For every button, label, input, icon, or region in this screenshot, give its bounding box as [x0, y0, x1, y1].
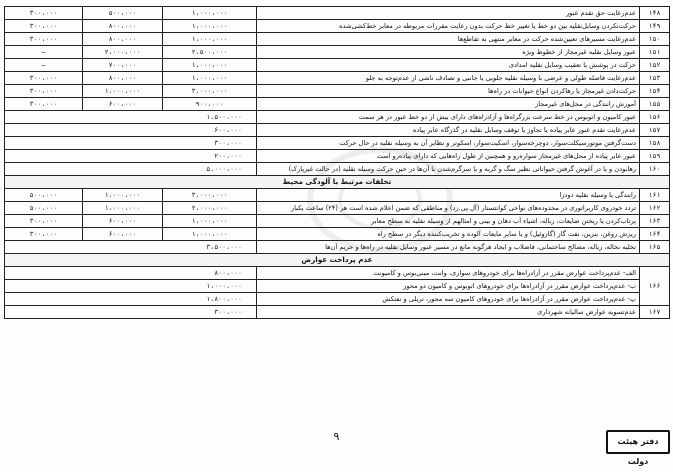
fine-amount: ۱،۰۰۰،۰۰۰	[5, 280, 257, 293]
fine-amount-1: ۳،۰۰۰،۰۰۰	[163, 189, 257, 202]
row-number: ۱۶۵	[640, 241, 670, 254]
fine-amount: ۳۰۰،۰۰۰	[5, 137, 257, 150]
fine-amount-1: ۱،۰۰۰،۰۰۰	[163, 72, 257, 85]
fine-amount-3: ۳۰۰،۰۰۰	[5, 215, 83, 228]
fines-table-body	[5, 7, 670, 319]
fine-amount-1: ۹۰۰،۰۰۰	[163, 98, 257, 111]
fine-amount-3: ۳۰۰،۰۰۰	[5, 72, 83, 85]
fine-amount-2: ۲،۰۰۰،۰۰۰	[83, 46, 163, 59]
fine-amount-3: ۳۰۰،۰۰۰	[5, 33, 83, 46]
violation-row	[5, 293, 670, 306]
fine-amount-1: ۱،۰۰۰،۰۰۰	[163, 59, 257, 72]
fine-amount-2: ۶۰۰،۰۰۰	[83, 215, 163, 228]
row-number: ۱۴۹	[640, 20, 670, 33]
fine-amount-2: ۱،۰۰۰،۰۰۰	[83, 202, 163, 215]
row-number: ۱۶۲	[640, 202, 670, 215]
row-number: ۱۵۶	[640, 111, 670, 124]
row-number: ۱۵۳	[640, 72, 670, 85]
fine-amount-3: —	[5, 59, 83, 72]
fine-amount: ۳۰۰،۰۰۰	[5, 306, 257, 319]
fine-amount: ۱،۸۰۰،۰۰۰	[5, 293, 257, 306]
fine-amount-2: ۶۰۰،۰۰۰	[83, 228, 163, 241]
fine-amount-2: ۱،۰۰۰،۰۰۰	[83, 85, 163, 98]
violation-row	[5, 72, 670, 85]
fine-amount-3: ۳۰۰،۰۰۰	[5, 20, 83, 33]
fine-amount-1: ۱،۰۰۰،۰۰۰	[163, 20, 257, 33]
fine-amount: ۵،۰۰۰،۰۰۰	[5, 163, 257, 176]
fine-amount-2: ۷۰۰،۰۰۰	[83, 59, 163, 72]
violation-row	[5, 7, 670, 20]
violation-row	[5, 150, 670, 163]
row-number: ۱۶۶	[640, 267, 670, 306]
fine-amount-2: ۸۰۰،۰۰۰	[83, 20, 163, 33]
violation-description: رانندگی با وسیله نقلیه دودزا	[257, 189, 640, 202]
violation-description: ب- عدم‌پرداخت عوارض مقرر در آزادراه‌ها برای خودروهای اتوبوس و کامیون دو محور	[257, 280, 640, 293]
fine-amount: ۶۰۰،۰۰۰	[5, 124, 257, 137]
fine-amount: ۸۰۰،۰۰۰	[5, 267, 257, 280]
fine-amount-3: ۳۰۰،۰۰۰	[5, 7, 83, 20]
violation-row	[5, 111, 670, 124]
violation-description: عدم‌رعایت فاصله طولی و عرضی با وسیله نقلیه جلویی یا جانبی و تصادف ناشی از عدم‌توجه به جلو	[257, 72, 640, 85]
fine-amount-3: ۵۰۰،۰۰۰	[5, 202, 83, 215]
violation-description: تردد خودروی کاربراتوری در محدوده‌های نواحی کوانتستار (آل.پی.زد) و مناطقی که ضمن اعلام شده است هر (۲۴) ساعت یکبار	[257, 202, 640, 215]
violation-description: حرکت در پوشش یا تعقیب وسایل نقلیه امدادی	[257, 59, 640, 72]
section-header-row	[5, 254, 670, 267]
violation-description: عبور کامیون و اتوبوس در خط سرعت بزرگراه‌ها و آزادراه‌های دارای بیش از دو خط عبور در هر سمت	[257, 111, 640, 124]
row-number: ۱۶۷	[640, 306, 670, 319]
fine-amount-1: ۱،۰۰۰،۰۰۰	[163, 228, 257, 241]
violation-row	[5, 163, 670, 176]
page-number: ۹	[333, 430, 340, 443]
violation-row	[5, 33, 670, 46]
fine-amount: ۱،۵۰۰،۰۰۰	[5, 111, 257, 124]
office-stamp: دفتر هیئت دولت	[606, 430, 670, 454]
violation-row	[5, 241, 670, 254]
row-number: ۱۶۴	[640, 228, 670, 241]
row-number: ۱۶۱	[640, 189, 670, 202]
row-number: ۱۵۷	[640, 124, 670, 137]
fine-amount-1: ۱،۰۰۰،۰۰۰	[163, 33, 257, 46]
fine-amount-3: ۳۰۰،۰۰۰	[5, 228, 83, 241]
fine-amount-1: ۲،۰۰۰،۰۰۰	[163, 202, 257, 215]
violation-description: عبور وسایل نقلیه غیرمجاز از خطوط ویژه	[257, 46, 640, 59]
row-number: ۱۵۴	[640, 85, 670, 98]
row-number: ۱۵۵	[640, 98, 670, 111]
violation-description: رهابودن و یا در آغوش گرفتن حیواناتی نظیر سگ و گربه و یا سرگرم‌شدن با آن‌ها در حین حرکت وسیله نقلیه (در حالت غیرپارک)	[257, 163, 640, 176]
fine-amount: ۳،۵۰۰،۰۰۰	[5, 241, 257, 254]
violation-row	[5, 46, 670, 59]
row-number: ۱۵۹	[640, 150, 670, 163]
violation-description: ریزش روغن، بنزین، نفت گاز (گازوئیل) و یا سایر مایعات آلوده و تخریب‌کننده دیگر در سطح راه	[257, 228, 640, 241]
violation-row	[5, 215, 670, 228]
violation-description: عدم‌رعایت تقدم عبور عابر پیاده یا تجاوز یا توقف وسایل نقلیه در گذرگاه عابر پیاده	[257, 124, 640, 137]
violation-row	[5, 59, 670, 72]
violation-description: دست‌گرفتن موتورسیکلت‌سوار، دوچرخه‌سوار، اسکیت‌سوار، اسکوتر و نظایر آن به وسیله نقلیه در حال حرکت	[257, 137, 640, 150]
fine-amount-2: ۵۰۰،۰۰۰	[83, 7, 163, 20]
fines-table	[4, 6, 670, 319]
section-header-row	[5, 176, 670, 189]
violation-description: حرکت‌نکردن وسایل‌نقلیه بین دو خط یا تغییر خط حرکت بدون رعایت مقررات مربوطه در معابر خط‌کشی‌شده	[257, 20, 640, 33]
violation-row	[5, 189, 670, 202]
fine-amount-1: ۱،۰۰۰،۰۰۰	[163, 7, 257, 20]
row-number: ۱۵۸	[640, 137, 670, 150]
violation-row	[5, 85, 670, 98]
violation-description: تخلیه نخاله، زباله، مصالح ساختمانی، فاضلاب و ایجاد هرگونه مانع در مسیر عبور وسایل نقلیه در راه‌ها و حریم آن‌ها	[257, 241, 640, 254]
fine-amount-3: —	[5, 46, 83, 59]
violation-row	[5, 280, 670, 293]
violation-description: الف- عدم‌پرداخت عوارض مقرر در آزادراه‌ها برای خودروهای سواری، وانت، مینی‌بوس و کامیونت	[257, 267, 640, 280]
violation-row	[5, 202, 670, 215]
violation-row	[5, 20, 670, 33]
row-number: ۱۵۱	[640, 46, 670, 59]
fine-amount-1: ۱،۰۰۰،۰۰۰	[163, 215, 257, 228]
fine-amount-3: ۳۰۰،۰۰۰	[5, 85, 83, 98]
fine-amount-1: ۲،۵۰۰،۰۰۰	[163, 46, 257, 59]
row-number: ۱۵۰	[640, 33, 670, 46]
fine-amount: ۲۰۰،۰۰۰	[5, 150, 257, 163]
violation-description: حرکت‌دادن غیرمجاز یا رهاکردن انواع حیوانات در راه‌ها	[257, 85, 640, 98]
section-title: تخلفات مرتبط با آلودگی محیط	[5, 176, 670, 189]
row-number: ۱۴۸	[640, 7, 670, 20]
violation-row	[5, 98, 670, 111]
violation-description: عدم‌تسویه عوارض سالیانه شهرداری	[257, 306, 640, 319]
section-title: عدم پرداخت عوارض	[5, 254, 670, 267]
violation-row	[5, 228, 670, 241]
fine-amount-2: ۱،۰۰۰،۰۰۰	[83, 189, 163, 202]
violation-row	[5, 267, 670, 280]
violation-description: عدم‌رعایت مسیرهای تعیین‌شده حرکت در معابر منتهی به تقاطع‌ها	[257, 33, 640, 46]
fine-amount-2: ۸۰۰،۰۰۰	[83, 72, 163, 85]
row-number: ۱۵۲	[640, 59, 670, 72]
violation-row	[5, 137, 670, 150]
fine-amount-1: ۳،۰۰۰،۰۰۰	[163, 85, 257, 98]
fine-amount-2: ۶۰۰،۰۰۰	[83, 98, 163, 111]
fine-amount-3: ۳۰۰،۰۰۰	[5, 98, 83, 111]
row-number: ۱۶۰	[640, 163, 670, 176]
violation-description: آموزش رانندگی در محل‌های غیرمجاز	[257, 98, 640, 111]
violation-row	[5, 124, 670, 137]
violation-description: عدم‌رعایت حق تقدم عبور	[257, 7, 640, 20]
violation-description: پرتاب‌کردن یا ریختن ضایعات، زباله، اشیاء آب دهان و بینی و امثالهم از وسیله نقلیه به سطح معابر	[257, 215, 640, 228]
row-number: ۱۶۳	[640, 215, 670, 228]
violation-description: عبور عابر پیاده از محل‌های غیرمجاز سواره‌رو و همچنین از طول راه‌هایی که دارای پیاده‌رو است	[257, 150, 640, 163]
violation-row	[5, 306, 670, 319]
violation-description: پ- عدم‌پرداخت عوارض مقرر در آزادراه‌ها برای خودروهای کامیون سه محور، تریلی و نفتکش	[257, 293, 640, 306]
fine-amount-3: ۵۰۰،۰۰۰	[5, 189, 83, 202]
fine-amount-2: ۸۰۰،۰۰۰	[83, 33, 163, 46]
